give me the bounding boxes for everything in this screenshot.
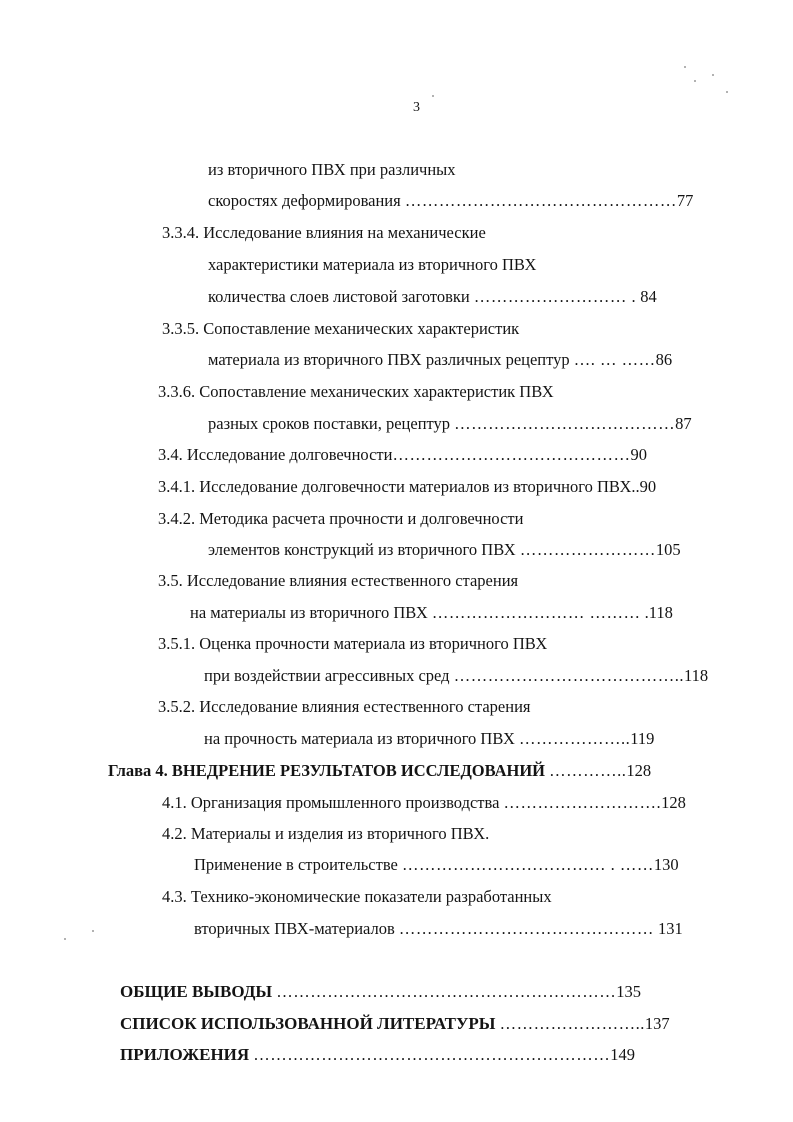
- toc-line: 3.5.1. Оценка прочности материала из вторичного ПВХ: [158, 634, 548, 653]
- toc-page-ref: .118: [644, 603, 673, 622]
- section-title: СПИСОК ИСПОЛЬЗОВАННОЙ ЛИТЕРАТУРЫ: [120, 1014, 496, 1033]
- leader-dots: ……………………..: [499, 1014, 645, 1033]
- leader-dots: ………………………………………………………: [253, 1045, 611, 1064]
- toc-section-entry: [120, 1045, 635, 1065]
- toc-line: характеристики материала из вторичного ПВХ: [208, 255, 537, 274]
- leader-dots: ……………………… .: [473, 287, 637, 306]
- toc-page-ref: 119: [630, 729, 655, 748]
- toc-section-entry: [120, 982, 641, 1002]
- page-number: 3: [413, 100, 420, 115]
- toc-page-ref: 90: [639, 477, 657, 496]
- scan-speck: [712, 74, 714, 76]
- toc-line: 3.5. Исследование влияния естественного старения: [158, 571, 519, 590]
- leader-dots: …………………………………: [454, 414, 676, 433]
- toc-page-ref: 118: [683, 666, 709, 685]
- toc-page-ref: 77: [676, 191, 694, 210]
- toc-line: 3.3.5. Сопоставление механических характеристик: [162, 319, 520, 338]
- toc-entry: 4.1. Организация промышленного производства ……………………….128: [162, 793, 686, 812]
- leader-dots: ……………………………………………………: [276, 982, 617, 1001]
- toc-page-ref: 135: [616, 982, 641, 1001]
- toc-entry: 3.4. Исследование долговечности……………………………………90: [158, 445, 647, 464]
- toc-entry: вторичных ПВХ-материалов ……………………………………… 131: [194, 919, 683, 938]
- toc-page-ref: 84: [640, 287, 657, 306]
- toc-entry: элементов конструкций из вторичного ПВХ ……………………105: [208, 540, 681, 559]
- scan-speck: [684, 66, 686, 68]
- section-title: ОБЩИЕ ВЫВОДЫ: [120, 982, 273, 1001]
- chapter-title: Глава 4. ВНЕДРЕНИЕ РЕЗУЛЬТАТОВ ИССЛЕДОВАНИЙ: [108, 761, 546, 780]
- toc-page-ref: 137: [644, 1014, 670, 1033]
- toc-entry: на прочность материала из вторичного ПВХ ………………..119: [204, 729, 655, 748]
- toc-page-ref: 128: [661, 793, 686, 812]
- toc-entry: материала из вторичного ПВХ различных рецептур …. … ……86: [208, 350, 673, 369]
- scan-speck: [726, 91, 728, 93]
- toc-entry: количества слоев листовой заготовки ……………………… . 84: [208, 287, 657, 306]
- toc-page-ref: 149: [610, 1045, 636, 1064]
- leader-dots: ……………………………… . ……: [401, 855, 654, 874]
- toc-page-ref: 105: [655, 540, 681, 559]
- toc-entry: на материалы из вторичного ПВХ ……………………… ……… .118: [190, 603, 673, 622]
- leader-dots: …………………………………..: [453, 666, 684, 685]
- toc-section-entry: [120, 1014, 670, 1034]
- toc-line: 3.5.2. Исследование влияния естественного старения: [158, 697, 531, 716]
- scan-speck: [64, 938, 66, 940]
- toc-entry: Применение в строительстве ……………………………… . ……130: [194, 855, 679, 874]
- toc-chapter-entry: [108, 761, 651, 781]
- toc-line: 3.3.4. Исследование влияния на механические: [162, 223, 486, 242]
- toc-page-ref: 131: [658, 919, 683, 938]
- toc-line: 4.3. Технико-экономические показатели разработанных: [162, 887, 552, 906]
- toc-entry: скоростях деформирования …………………………………………77: [208, 191, 694, 210]
- section-title: ПРИЛОЖЕНИЯ: [120, 1045, 250, 1064]
- leader-dots: ……………………………………: [392, 445, 631, 464]
- leader-dots: …. … ……: [573, 350, 656, 369]
- scan-speck: [432, 95, 434, 97]
- toc-entry: при воздействии агрессивных сред …………………………………..118: [204, 666, 709, 685]
- toc-page-ref: 128: [626, 761, 652, 780]
- toc-entry: 3.4.1. Исследование долговечности материалов из вторичного ПВХ..90: [158, 477, 657, 496]
- toc-line: 3.3.6. Сопоставление механических характеристик ПВХ: [158, 382, 554, 401]
- toc-line: 3.4.2. Методика расчета прочности и долговечности: [158, 509, 524, 528]
- leader-dots: ……………………….: [503, 793, 662, 812]
- toc-line: из вторичного ПВХ при различных: [208, 160, 456, 179]
- leader-dots: ……………………: [519, 540, 656, 559]
- toc-entry: разных сроков поставки, рецептур …………………………………87: [208, 414, 692, 433]
- leader-dots: …………..: [549, 761, 627, 780]
- toc-page-ref: 90: [630, 445, 647, 464]
- leader-dots: ………………..: [518, 729, 631, 748]
- toc-line: 4.2. Материалы и изделия из вторичного ПВХ.: [162, 824, 490, 843]
- scan-speck: [92, 930, 94, 932]
- leader-dots: ………………………………………: [398, 919, 654, 938]
- toc-page-ref: 87: [675, 414, 692, 433]
- toc-page-ref: 130: [653, 855, 679, 874]
- leader-dots: ……………………… ………: [431, 603, 641, 622]
- scan-speck: [694, 80, 696, 82]
- leader-dots: …………………………………………: [404, 191, 677, 210]
- toc-page-ref: 86: [655, 350, 673, 369]
